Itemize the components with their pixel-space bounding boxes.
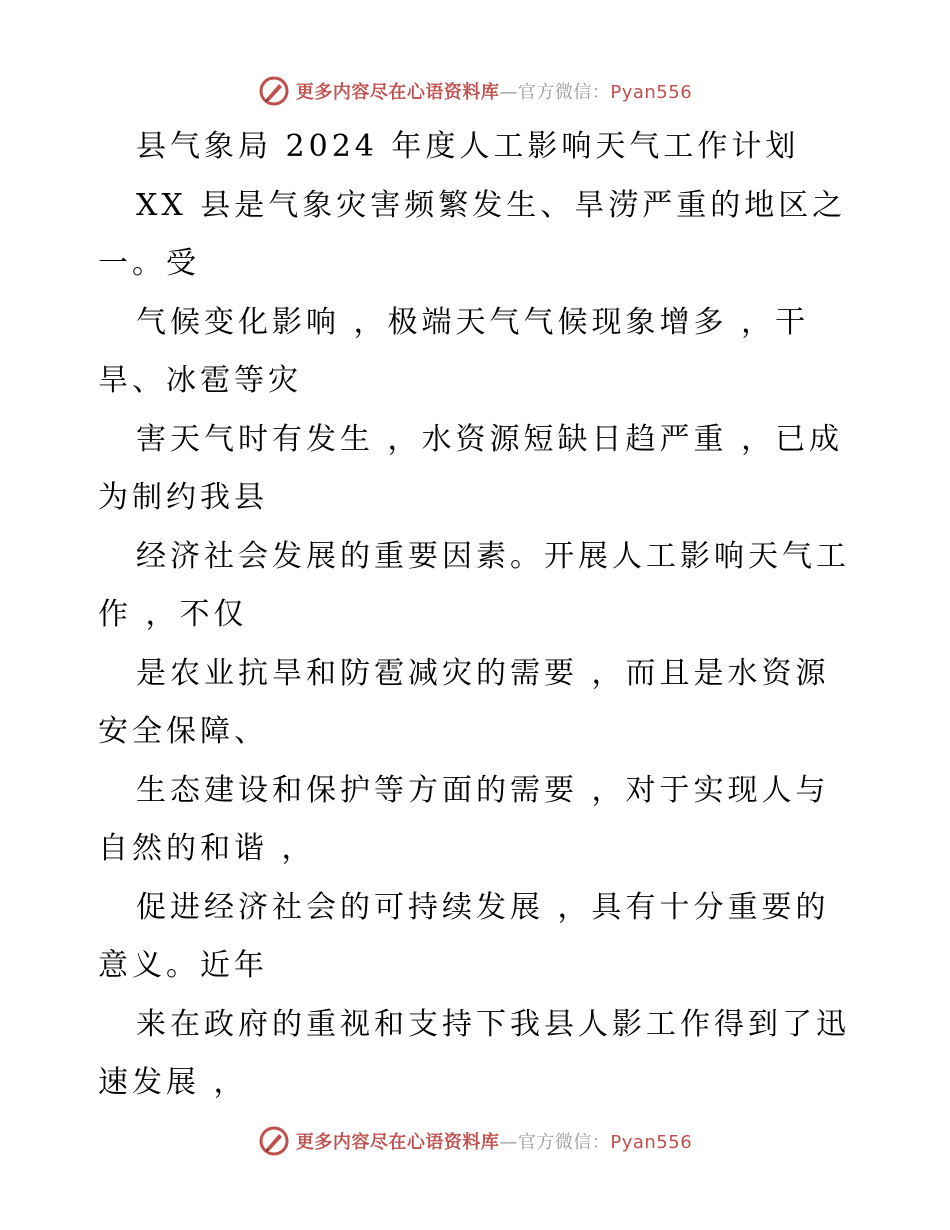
- paragraph-line: 安全保障、: [98, 714, 268, 749]
- paragraph-line: 害天气时有发生 ，水资源短缺日趋严重 ，已成: [136, 421, 844, 457]
- watermark-header: [0, 71, 950, 111]
- watermark-separator: —: [499, 82, 518, 103]
- paragraph-line: 是农业抗旱和防雹减灾的需要 ，而且是水资源: [136, 655, 830, 691]
- paragraph-line: 作 ，不仅: [98, 597, 248, 632]
- watermark-site-name: 更多内容尽在心语资料库: [295, 1132, 500, 1153]
- paragraph-line: 自然的和谐 ，: [98, 831, 316, 866]
- watermark-wechat-id: Pyan556: [610, 1132, 693, 1153]
- paragraph-line: 旱、冰雹等灾: [98, 363, 302, 398]
- paragraph-line: 意义。近年: [98, 948, 268, 983]
- pen-logo-icon: [258, 1125, 290, 1157]
- document-title: 县气象局 2024 年度人工影响天气工作计划: [136, 129, 800, 164]
- watermark-text: [296, 1128, 692, 1154]
- paragraph-line: 促进经济社会的可持续发展 ，具有十分重要的: [136, 889, 830, 925]
- pen-logo-icon: [258, 75, 290, 107]
- watermark-separator: —: [499, 1132, 518, 1153]
- watermark-official-label: 官方微信：: [517, 1132, 611, 1153]
- paragraph-line: XX 县是气象灾害频繁发生、旱涝严重的地区之: [136, 187, 847, 223]
- paragraph-line: 气候变化影响 ，极端天气气候现象增多 ，干: [136, 304, 810, 340]
- paragraph-line: 一。受: [98, 246, 200, 281]
- paragraph-line: 生态建设和保护等方面的需要 ，对于实现人与: [136, 772, 830, 808]
- watermark-footer: [0, 1121, 950, 1161]
- paragraph-line: 经济社会发展的重要因素。开展人工影响天气工: [136, 538, 850, 574]
- paragraph-line: 来在政府的重视和支持下我县人影工作得到了迅: [136, 1006, 850, 1042]
- watermark-site-name: 更多内容尽在心语资料库: [295, 82, 500, 103]
- paragraph-line: 速发展 ，: [98, 1065, 248, 1100]
- watermark-wechat-id: Pyan556: [610, 82, 693, 103]
- watermark-text: [296, 78, 692, 104]
- paragraph-line: 为制约我县: [98, 480, 268, 515]
- document-body: [0, 118, 950, 1113]
- watermark-official-label: 官方微信：: [517, 82, 611, 103]
